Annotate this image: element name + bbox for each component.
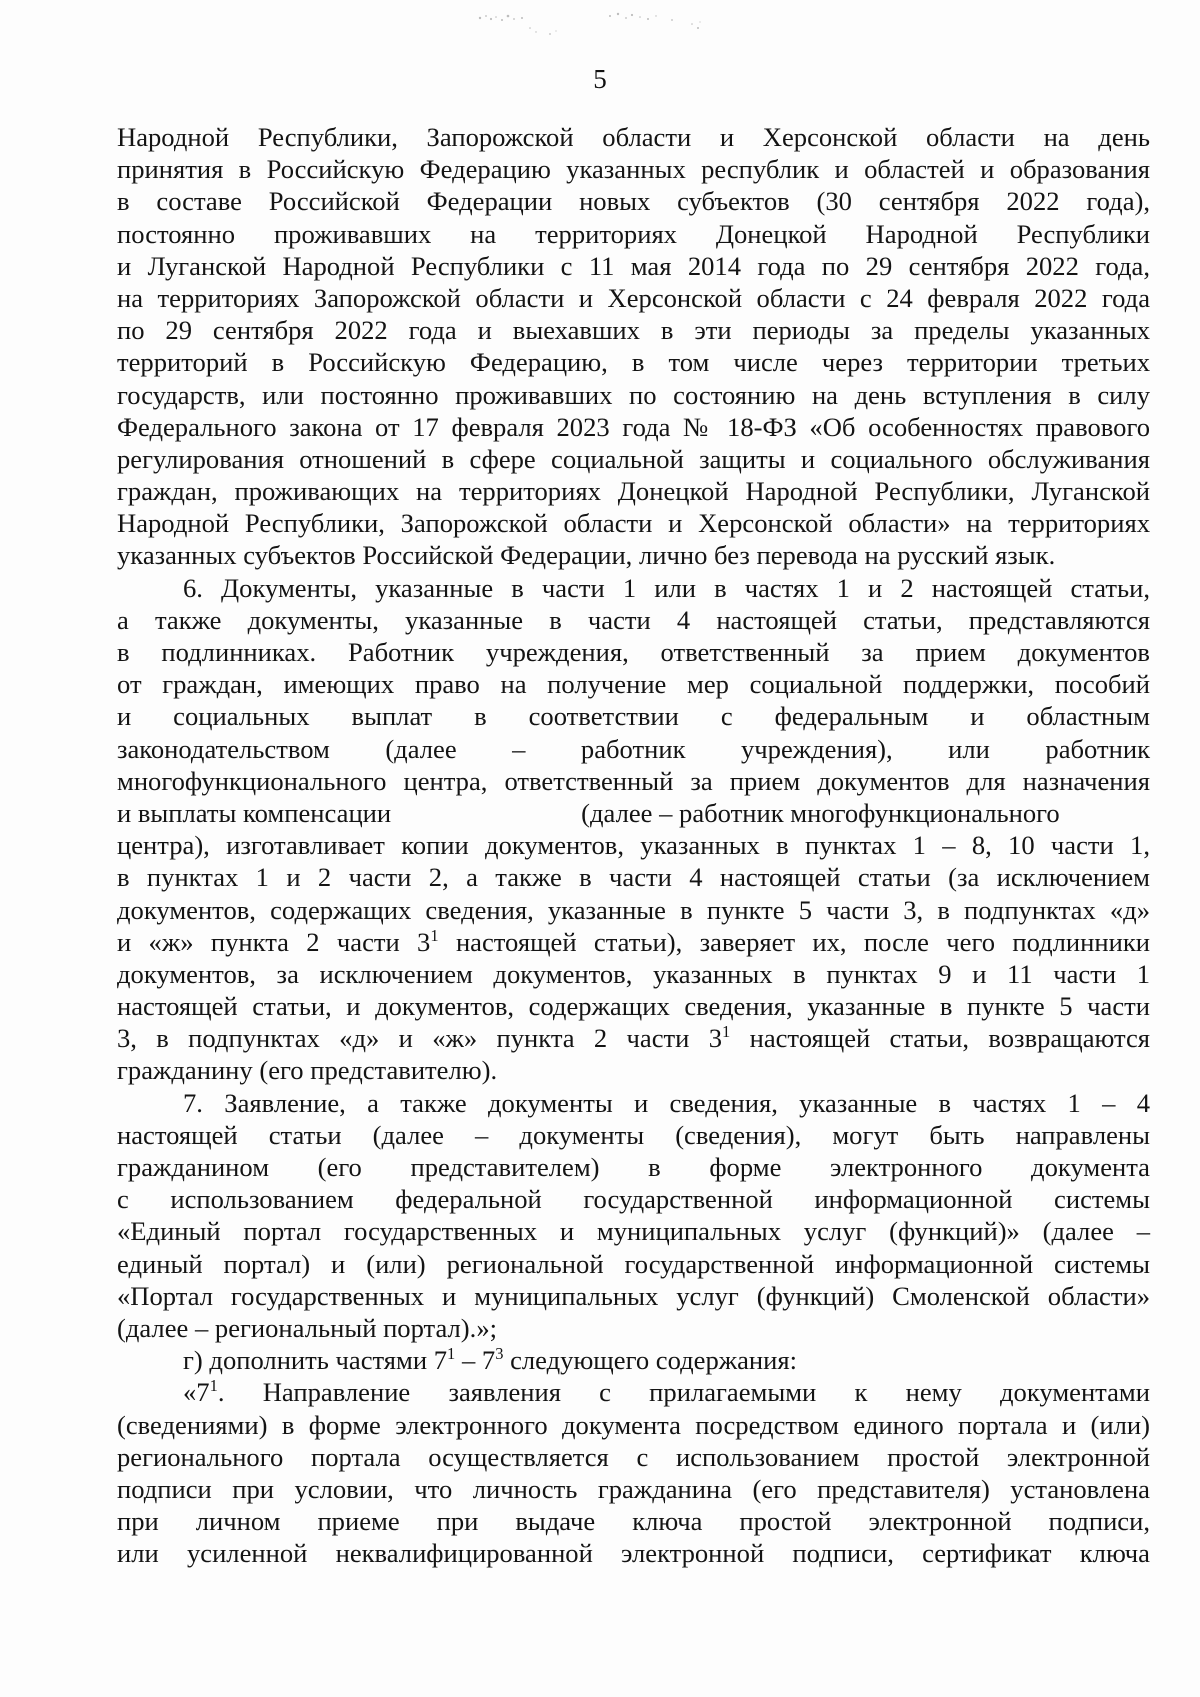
text-line: от граждан, имеющих право на получение мер социальной поддержки, пособий [117,669,1150,700]
superscript: 1 [209,1376,218,1396]
text-fragment: и «ж» пункта 2 части 3 [117,926,431,957]
text-line: постоянно проживавших на территориях Донецкой Народной Республики [117,218,1150,249]
text-line: гражданину (его представителю). [117,1055,498,1086]
text-line: при личном приеме при выдаче ключа простой электронной подписи, [117,1506,1150,1537]
page-number: 5 [593,64,607,94]
paragraph-7-start: 7. Заявление, а также документы и сведения, указанные в частях 1 – 4 [183,1087,1150,1118]
superscript: 1 [722,1022,731,1042]
text-line: или усиленной неквалифицированной электронной подписи, сертификат ключа [117,1538,1150,1569]
text-line: (сведениями) в форме электронного документа посредством единого портала и (или) [117,1409,1150,1440]
text-line: гражданином (его представителем) в форме электронного документа [117,1152,1150,1182]
text-line: настоящей статьи, и документов, содержащих сведения, указанные в пункте 5 части [117,991,1150,1022]
text-line: регулирования отношений в сфере социальной защиты и социального обслуживания [117,443,1150,474]
text-fragment: следующего содержания: [503,1345,798,1376]
superscript: 1 [447,1343,456,1363]
text-line: Народной Республики, Запорожской области и Херсонской области на день [117,122,1150,152]
text-line: Федерального закона от 17 февраля 2023 года № 18-ФЗ «Об особенностях правового [117,411,1150,442]
superscript: 1 [430,925,439,945]
text-line [117,926,1150,958]
text-fragment: . Направление заявления с прилагаемыми к нему документами [217,1377,1150,1408]
text-line [117,1022,1150,1054]
text-line: (далее – региональный портал).»; [117,1312,497,1343]
text-line: указанных субъектов Российской Федерации, лично без перевода на русский язык. [117,540,1056,571]
text-line: принятия в Российскую Федерацию указанных республик и областей и образования [117,154,1150,185]
text-line: документов, за исключением документов, указанных в пунктах 9 и 11 части 1 [117,958,1150,989]
text-line [117,797,1150,829]
text-line: и Луганской Народной Республики с 11 мая 2014 года по 29 сентября 2022 года, [117,250,1150,281]
text-fragment: и выплаты компенсации [117,797,392,828]
text-line: на территориях Запорожской области и Херсонской области с 24 февраля 2022 года [117,282,1150,313]
text-line: настоящей статьи (далее – документы (сведения), могут быть направлены [117,1119,1150,1150]
paragraph-6-start: 6. Документы, указанные в части 1 или в частях 1 и 2 настоящей статьи, [183,572,1150,603]
text-line: в подлинниках. Работник учреждения, ответственный за прием документов [117,637,1150,667]
text-fragment: настоящей статьи), заверяет их, после чего подлинники [438,926,1150,957]
text-line: территорий в Российскую Федерацию, в том числе через территории третьих [117,347,1150,378]
text-line: законодательством (далее – работник учреждения), или работник [117,733,1150,764]
text-line: в пунктах 1 и 2 части 2, а также в части 4 настоящей статьи (за исключением [117,862,1150,893]
text-line: граждан, проживающих на территориях Донецкой Народной Республики, Луганской [117,476,1150,507]
text-line: «Единый портал государственных и муниципальных услуг (функций)» (далее – [117,1216,1150,1247]
document-body [117,121,1150,1569]
text-line: в составе Российской Федерации новых субъектов (30 сентября 2022 года), [117,186,1150,217]
text-fragment: – 7 [455,1345,496,1376]
text-line: и социальных выплат в соответствии с федеральным и областным [117,701,1150,732]
text-line: по 29 сентября 2022 года и выехавших в эти периоды за пределы указанных [117,315,1150,346]
text-fragment: 3, в подпунктах «д» и «ж» пункта 2 части 3 [117,1023,722,1054]
subitem-g [117,1344,1150,1376]
text-fragment: настоящей статьи, возвращаются [730,1023,1151,1054]
text-line: единый портал) и (или) региональной государственной информационной системы [117,1248,1150,1279]
text-line: центра), изготавливает копии документов, указанных в пунктах 1 – 8, 10 части 1, [117,830,1150,861]
text-line: Народной Республики, Запорожской области и Херсонской области» на территориях [117,508,1150,539]
text-line: многофункционального центра, ответственный за прием документов для назначения [117,765,1150,796]
superscript: 3 [495,1343,504,1363]
text-line: документов, содержащих сведения, указанные в пункте 5 части 3, в подпунктах «д» [117,894,1150,925]
text-line: а также документы, указанные в части 4 настоящей статьи, представляются [117,604,1150,635]
text-line: государств, или постоянно проживавших по состоянию на день вступления в силу [117,379,1150,410]
text-fragment: (далее – работник многофункционального [581,797,1060,828]
text-fragment: «7 [183,1377,210,1408]
text-line: с использованием федеральной государственной информационной системы [117,1184,1150,1215]
text-line: подписи при условии, что личность гражданина (его представителя) установлена [117,1473,1150,1504]
paragraph-7-1-start [117,1376,1150,1408]
text-line: «Портал государственных и муниципальных услуг (функций) Смоленской области» [117,1280,1150,1311]
text-fragment: г) дополнить частями 7 [183,1345,448,1376]
text-line: регионального портала осуществляется с использованием простой электронной [117,1441,1150,1472]
scan-artifact [460,4,780,44]
